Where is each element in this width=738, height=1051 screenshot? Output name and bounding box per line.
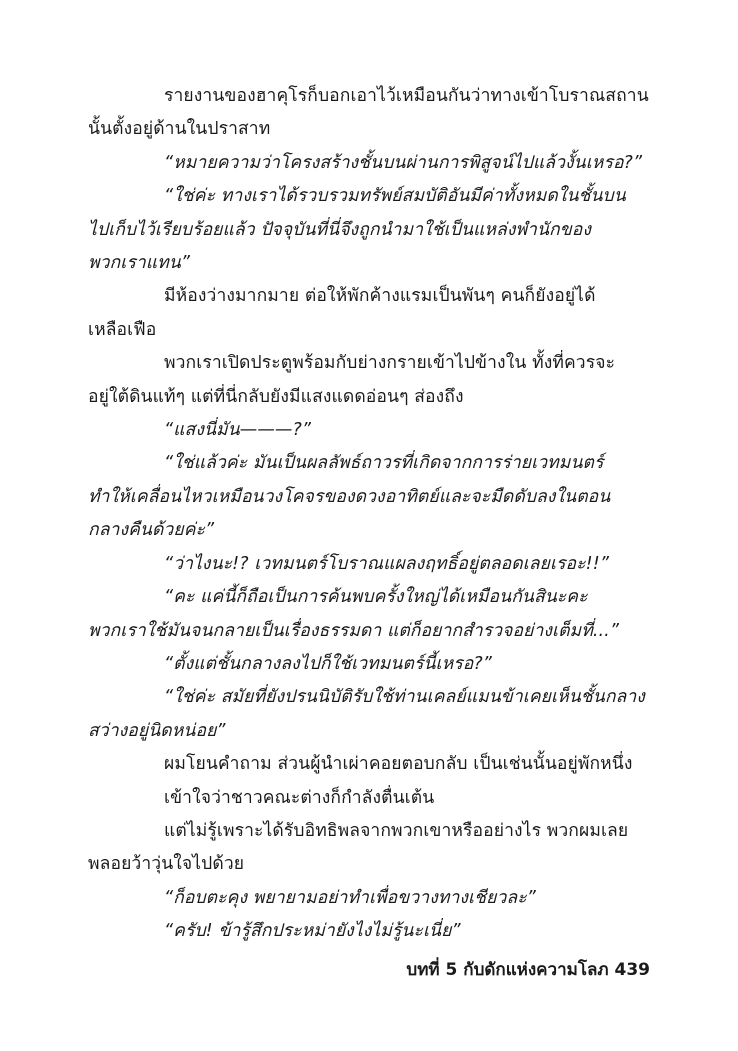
paragraph-line: “แสงนี่มัน———?” bbox=[164, 420, 312, 441]
paragraph-line: รายงานของฮาคุโรก็บอกเอาไว้เหมือนกันว่าทางเข้าโบราณสถาน bbox=[164, 86, 649, 106]
paragraph-line: “ใช่ค่ะ ทางเราได้รวบรวมทรัพย์สมบัติอันมีค่าทั้งหมดในชั้นบน bbox=[164, 186, 626, 207]
body-text bbox=[88, 80, 654, 949]
paragraph-line: กลางคืนด้วยค่ะ” bbox=[88, 520, 215, 541]
page-footer: บทที่ 5 กับดักแห่งความโลภ 439 bbox=[406, 960, 650, 980]
paragraph-line: “ตั้งแต่ชั้นกลางลงไปก็ใช้เวทมนตร์นี้เหรอ?” bbox=[164, 653, 492, 674]
paragraph-line: ทำให้เคลื่อนไหวเหมือนวงโคจรของดวงอาทิตย์และจะมืดดับลงในตอน bbox=[88, 486, 611, 507]
paragraph-line: มีห้องว่างมากมาย ต่อให้พักค้างแรมเป็นพันๆ คนก็ยังอยู่ได้ bbox=[164, 286, 596, 307]
paragraph bbox=[88, 280, 654, 347]
paragraph-line: อยู่ใต้ดินแท้ๆ แต่ที่นี่กลับยังมีแสงแดดอ่อนๆ ส่องถึง bbox=[88, 386, 464, 407]
paragraph-line: สว่างอยู่นิดหน่อย” bbox=[88, 720, 226, 741]
paragraph-line: แต่ไม่รู้เพราะได้รับอิทธิพลจากพวกเขาหรืออย่างไร พวกผมเลย bbox=[164, 820, 629, 841]
dialogue-paragraph bbox=[88, 180, 654, 280]
paragraph-line: เข้าใจว่าชาวคณะต่างก็กำลังตื่นเต้น bbox=[164, 787, 435, 808]
paragraph-line: “หมายความว่าโครงสร้างชั้นบนผ่านการพิสูจน์ไปแล้วงั้นเหรอ?” bbox=[164, 152, 643, 173]
paragraph-line: “ใช่ค่ะ สมัยที่ยังปรนนิบัติรับใช้ท่านเคลย์แมนข้าเคยเห็นชั้นกลาง bbox=[164, 687, 645, 708]
dialogue-paragraph bbox=[88, 882, 654, 915]
paragraph-line: พวกเราเปิดประตูพร้อมกับย่างกรายเข้าไปข้างใน ทั้งที่ควรจะ bbox=[164, 353, 616, 374]
dialogue-paragraph bbox=[88, 648, 654, 681]
paragraph-line: ผมโยนคำถาม ส่วนผู้นำเผ่าคอยตอบกลับ เป็นเช่นนั้นอยู่พักหนึ่ง bbox=[164, 754, 633, 775]
dialogue-paragraph bbox=[88, 548, 654, 581]
paragraph-line: เหลือเฟือ bbox=[88, 319, 157, 340]
dialogue-paragraph bbox=[88, 414, 654, 447]
paragraph bbox=[88, 347, 654, 414]
paragraph-line: นั้นตั้งอยู่ด้านในปราสาท bbox=[88, 119, 271, 140]
paragraph bbox=[88, 748, 654, 781]
dialogue-paragraph bbox=[88, 447, 654, 547]
paragraph-line: “ก็อบตะคุง พยายามอย่าทำเพื่อขวางทางเชียวละ” bbox=[164, 887, 536, 908]
dialogue-paragraph bbox=[88, 581, 654, 648]
paragraph bbox=[88, 815, 654, 882]
paragraph-line: ไปเก็บไว้เรียบร้อยแล้ว ปัจจุบันที่นี่จึงถูกนำมาใช้เป็นแหล่งพำนักของ bbox=[88, 219, 592, 240]
dialogue-paragraph bbox=[88, 681, 654, 748]
paragraph bbox=[88, 80, 654, 147]
paragraph-line: พลอยว้าวุ่นใจไปด้วย bbox=[88, 854, 245, 875]
paragraph-line: พวกเราแทน” bbox=[88, 253, 191, 274]
paragraph-line: “ใช่แล้วค่ะ มันเป็นผลลัพธ์ถาวรที่เกิดจากการร่ายเวทมนตร์ bbox=[164, 453, 604, 474]
paragraph-line: “ว่าไงนะ!? เวทมนตร์โบราณแผลงฤทธิ์อยู่ตลอดเลยเรอะ!!” bbox=[164, 553, 610, 574]
dialogue-paragraph bbox=[88, 147, 654, 180]
paragraph bbox=[88, 782, 654, 815]
paragraph-line: “ครับ! ข้ารู้สึกประหม่ายังไงไม่รู้นะเนี่ย” bbox=[164, 921, 461, 942]
paragraph-line: “คะ แค่นี้ก็ถือเป็นการค้นพบครั้งใหญ่ได้เหมือนกันสินะคะ bbox=[164, 587, 588, 608]
paragraph-line: พวกเราใช้มันจนกลายเป็นเรื่องธรรมดา แต่ก็อยากสำรวจอย่างเต็มที่...” bbox=[88, 620, 619, 641]
dialogue-paragraph bbox=[88, 915, 654, 948]
